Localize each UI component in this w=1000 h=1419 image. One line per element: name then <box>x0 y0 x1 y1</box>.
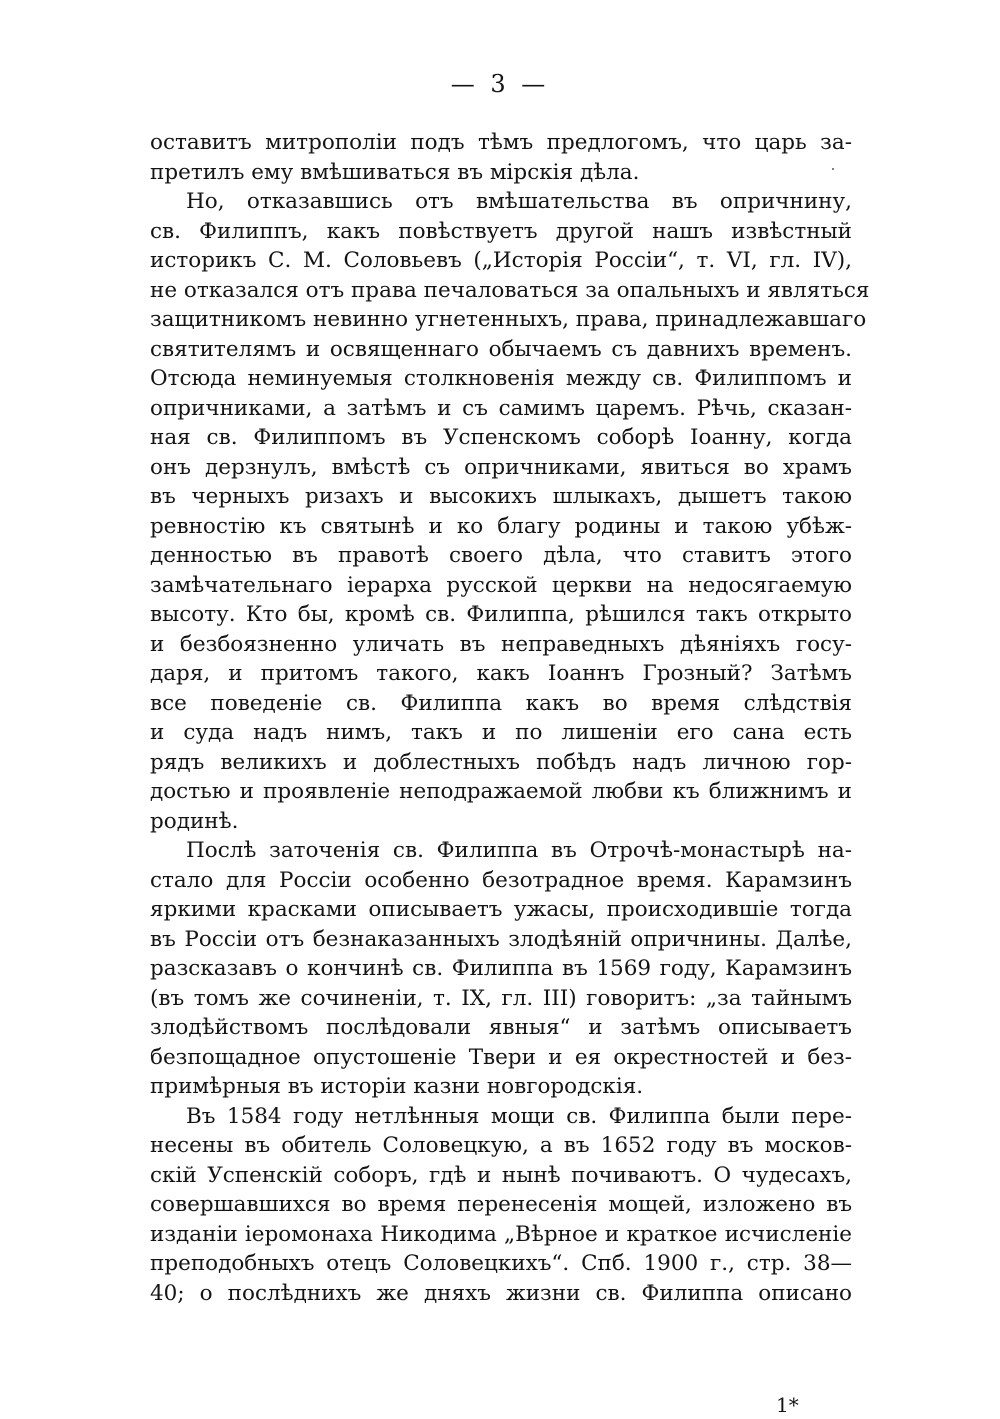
text-line: несены въ обитель Соловецкую, а въ 1652 году въ москов- <box>150 1133 852 1158</box>
text-line: безпощадное опустошеніе Твери и ея окрестностей и без- <box>150 1044 852 1070</box>
page-number: — 3 — <box>450 70 550 98</box>
text-line: въ черныхъ ризахъ и высокихъ шлыкахъ, дышетъ такою <box>150 484 852 509</box>
text-line: защитникомъ невинно угнетенныхъ, права, принадлежавшаго <box>150 307 867 332</box>
text-line: стало для Россіи особенно безотрадное время. Карамзинъ <box>150 867 852 893</box>
text-line: не отказался отъ права печаловаться за опальныхъ и являться <box>150 277 870 303</box>
text-line: злодѣйствомъ послѣдовали явныя“ и затѣмъ описываетъ <box>150 1015 852 1040</box>
text-line: Послѣ заточенія св. Филиппа въ Отрочѣ-монастырѣ на- <box>186 838 852 863</box>
text-line: замѣчательнаго іерарха русской церкви на недосягаемую <box>150 572 852 598</box>
text-line: и безбоязненно уличать въ неправедныхъ дѣяніяхъ госу- <box>150 631 852 657</box>
text-line: 40; о послѣднихъ же дняхъ жизни св. Филиппа описано <box>150 1280 852 1306</box>
text-line: въ Россіи отъ безнаказанныхъ злодѣяній опричнины. Далѣе, <box>150 926 852 952</box>
text-line: высоту. Кто бы, кромѣ св. Филиппа, рѣшился такъ открыто <box>150 602 852 627</box>
text-line: св. Филиппъ, какъ повѣствуетъ другой нашъ извѣстный <box>150 218 852 244</box>
body-text <box>150 128 870 1308</box>
text-line: рядъ великихъ и доблестныхъ побѣдъ надъ личною гор- <box>150 749 852 775</box>
text-line: святителямъ и освященнаго обычаемъ съ давнихъ временъ. <box>150 336 852 362</box>
text-line: все поведеніе св. Филиппа какъ во время слѣдствія <box>150 690 852 716</box>
text-line: (въ томъ же сочиненіи, т. IX, гл. III) говоритъ: „за тайнымъ <box>150 985 852 1011</box>
signature-mark: 1* <box>776 1393 799 1417</box>
text-line: денностью въ правотѣ своего дѣла, что ставитъ этого <box>150 543 852 568</box>
text-line: Въ 1584 году нетлѣнныя мощи св. Филиппа были пере- <box>186 1103 852 1129</box>
text-line: и суда надъ нимъ, такъ и по лишеніи его сана есть <box>150 720 852 745</box>
text-line: преподобныхъ отецъ Соловецкихъ“. Спб. 1900 г., стр. 38— <box>150 1251 852 1276</box>
text-line: Отсюда неминуемыя столкновенія между св. Филиппомъ и <box>150 366 852 391</box>
text-line: оставитъ митрополіи подъ тѣмъ предлогомъ, что царь за- <box>150 130 852 155</box>
text-line: опричниками, а затѣмъ и съ самимъ царемъ. Рѣчь, сказан- <box>150 395 852 421</box>
text-line: скій Успенскій соборъ, гдѣ и нынѣ почиваютъ. О чудесахъ, <box>150 1162 852 1188</box>
text-line: родинѣ. <box>150 808 239 834</box>
text-line: ная св. Филиппомъ въ Успенскомъ соборѣ Іоанну, когда <box>150 425 852 450</box>
text-line: примѣрныя въ исторіи казни новгородскія. <box>150 1074 644 1099</box>
text-line: яркими красками описываетъ ужасы, происходившіе тогда <box>150 897 852 922</box>
text-line: историкъ С. М. Соловьевъ („Исторія Россіи“, т. VI, гл. IV), <box>150 248 852 273</box>
text-line: достью и проявленіе неподражаемой любви къ ближнимъ и <box>150 779 852 804</box>
text-line: претилъ ему вмѣшиваться въ мірскія дѣла. <box>150 159 640 185</box>
text-line: ревностію къ святынѣ и ко благу родины и такою убѣж- <box>150 513 852 539</box>
text-line: изданіи іеромонаха Никодима „Вѣрное и краткое исчисленіе <box>150 1221 852 1247</box>
text-line: даря, и притомъ такого, какъ Іоаннъ Грозный? Затѣмъ <box>150 661 852 686</box>
text-line: разсказавъ о кончинѣ св. Филиппа въ 1569 году, Карамзинъ <box>150 956 852 981</box>
text-line: совершавшихся во время перенесенія мощей, изложено въ <box>150 1192 852 1217</box>
text-line: онъ дерзнулъ, вмѣстѣ съ опричниками, явиться во храмъ <box>150 454 852 480</box>
text-line: Но, отказавшись отъ вмѣшательства въ опричнину, <box>186 189 852 214</box>
